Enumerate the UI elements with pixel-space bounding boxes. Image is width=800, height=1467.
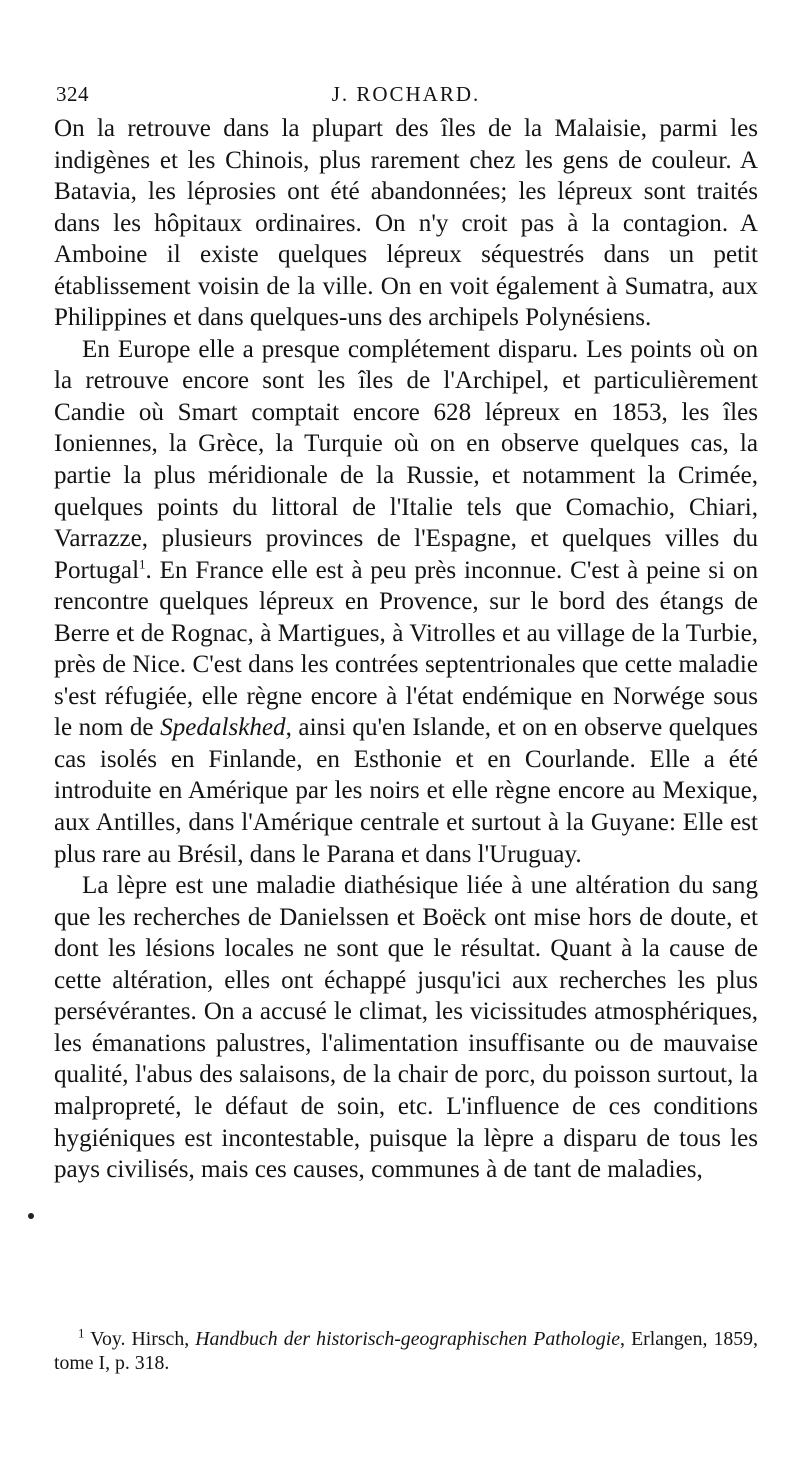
footnotes (54, 1327, 758, 1375)
paragraph-lepre: La lèpre est une maladie diathésique liée à une altération du sang que les recherches de Danielssen et Boëck ont mise hors de doute, et dont les lésions locales ne sont que le résultat. Quant à la cause de cette altération, elles ont échappé jusqu'ici aux recherches les plus persévérantes. On a accusé le climat, les vicissitudes atmosphériques, les émanations palustres, l'alimentation insuffisante ou de mauvaise qualité, l'abus des salaisons, de la chair de porc, du poisson surtout, la malpropreté, le défaut de soin, etc. L'influence de ces conditions hygiéniques est incontestable, puisque la lèpre a disparu de tous les pays civilisés, mais ces causes, communes à de tant de maladies, (54, 872, 758, 1184)
term-spedalskhed: Spedalskhed (160, 714, 286, 742)
body-text (54, 113, 758, 1186)
footnote-text-2: , Erlangen, 1859, tome I, p. 318. (54, 1328, 758, 1374)
footnote-reference[interactable]: 1 (139, 556, 146, 572)
margin-dot (28, 1213, 34, 1219)
paragraph-europe-text-2: . En France elle est à peu près inconnue. C'est à peine si on rencontre quelques lépreux en Provence, sur le bord des étangs de Berre et de Rognac, à Martigues, à Vitrolles et au village de la Turbie, près de Nice. C'est dans les contrées septentrionales que cette maladie s'est réfugiée, elle règne encore à l'état endémique en Norwége sous le nom de (54, 556, 758, 742)
running-head-author: J. ROCHARD. (331, 82, 481, 106)
page-number: 324 (56, 82, 89, 106)
running-head (56, 82, 756, 112)
paragraph-malaisie: On la retrouve dans la plupart des îles de la Malaisie, parmi les indigènes et les Chinois, plus rarement chez les gens de couleur. A Batavia, les léprosies ont été abandonnées; les lépreux sont traités dans les hôpitaux ordinaires. On n'y croit pas à la contagion. A Amboine il existe quelques lépreux séquestrés dans un petit établissement voisin de la ville. On en voit également à Sumatra, aux Philippines et dans quelques-uns des archipels Polynésiens. (54, 115, 758, 332)
footnote-1 (54, 1327, 758, 1375)
footnote-text-1: Voy. Hirsch, (90, 1328, 196, 1350)
paragraph-europe-text-3: , ainsi qu'en Islande, et on en observe quelques cas isolés en Finlande, en Esthonie et en Courlande. Elle a été introduite en Amérique par les noirs et elle règne encore au Mexique, aux Antilles, dans l'Amérique centrale et surtout à la Guyane: Elle est plus rare au Brésil, dans le Parana et dans l'Uruguay. (54, 714, 758, 868)
paragraph-europe-text-1: En Europe elle a presque complétement disparu. Les points où on la retrouve encore sont les îles de l'Archipel, et particulièrement Candie où Smart comptait encore 628 lépreux en 1853, les îles Ioniennes, la Grèce, la Turquie où on en observe quelques cas, la partie la plus méridionale de la Russie, et notamment la Crimée, quelques points du littoral de l'Italie tels que Comachio, Chiari, Varrazze, plusieurs provinces de l'Espagne, et quelques villes du Portugal (54, 335, 758, 584)
footnote-book-title: Handbuch der historisch-geographischen Pathologie (195, 1328, 621, 1350)
footnote-marker: 1 (78, 1325, 85, 1341)
paragraph-europe (54, 334, 758, 870)
